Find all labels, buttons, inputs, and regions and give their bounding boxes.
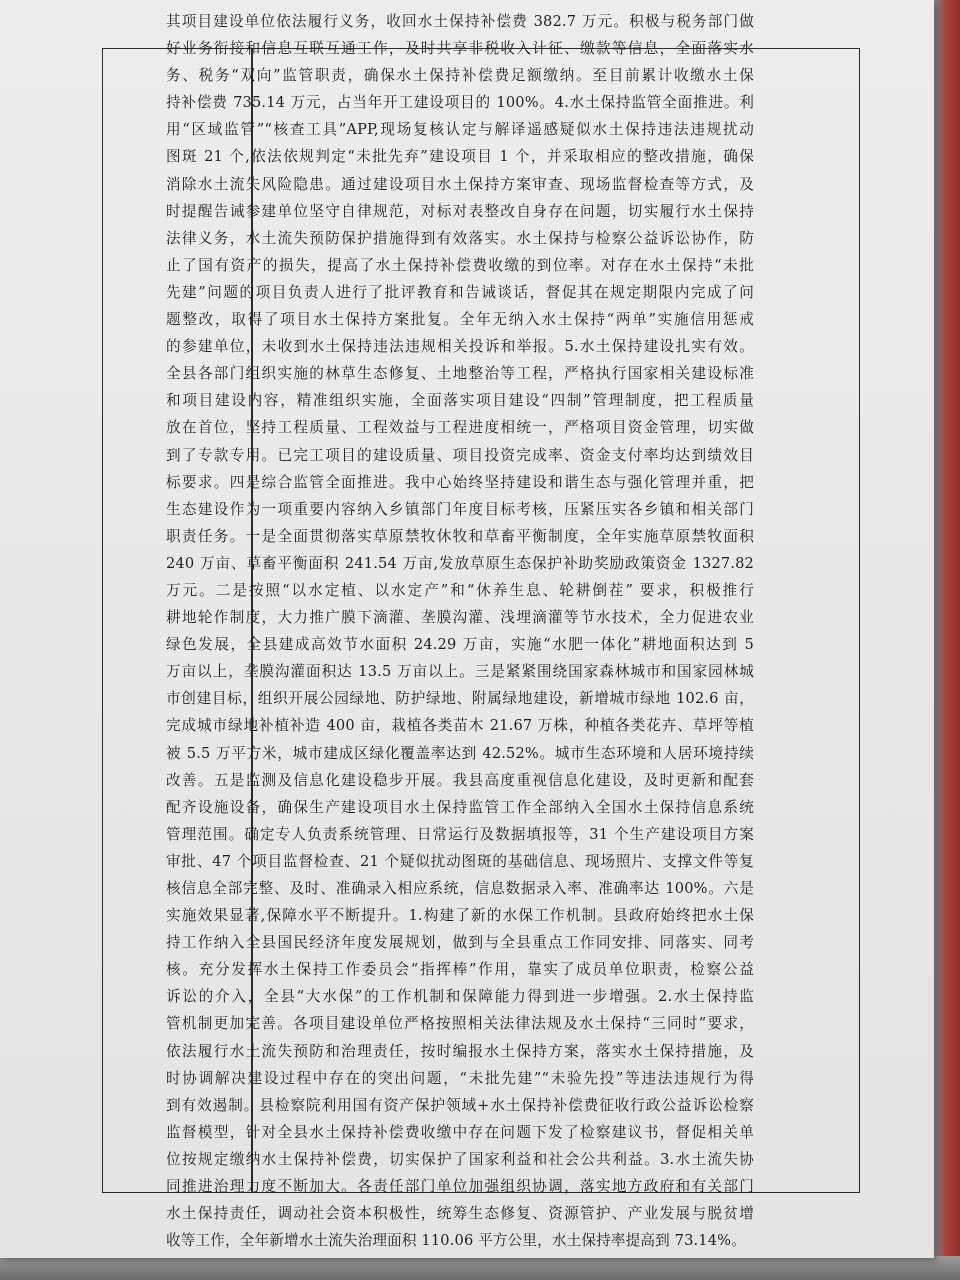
text-line: 核。充分发挥水土保持工作委员会“指挥棒”作用，靠实了成员单位职责，检察公益 (166, 961, 754, 979)
text-line: 绿色发展，全县建成高效节水面积 24.29 万亩，实施“水肥一体化”耕地面积达到 5 (166, 636, 754, 654)
text-line: 完成城市绿地补植补造 400 亩，栽植各类苗木 21.67 万株，种植各类花卉、草坪等植 (166, 717, 754, 735)
background-edge-right (934, 0, 960, 1280)
text-line: 的参建单位，未收到水土保持违法违规相关投诉和举报。5.水土保持建设扎实有效。 (166, 338, 754, 356)
text-line: 万亩以上，垄膜沟灌面积达 13.5 万亩以上。三是紧紧围绕国家森林城市和国家园林城 (166, 663, 754, 681)
text-line: 图斑 21 个,依法依规判定“未批先弃”建设项目 1 个，并采取相应的整改措施，确保 (166, 148, 754, 166)
text-line: 配齐设施设备，确保生产建设项目水土保持监管工作全部纳入全国水土保持信息系统 (166, 798, 754, 816)
text-line: 同推进治理力度不断加大。各责任部门单位加强组织协调，落实地方政府和有关部门 (166, 1178, 754, 1196)
background-edge-bottom (0, 1256, 960, 1280)
text-line: 位按规定缴纳水土保持补偿费，切实保护了国家利益和社会公共利益。3.水土流失协 (166, 1150, 754, 1168)
text-line: 监督模型，针对全县水土保持补偿费收缴中存在问题下发了检察建议书，督促相关单 (166, 1123, 754, 1141)
text-line: 到有效遏制。县检察院利用国有资产保护领域+水土保持补偿费征收行政公益诉讼检察 (166, 1096, 754, 1114)
text-line: 耕地轮作制度，大力推广膜下滴灌、垄膜沟灌、浅埋滴灌等节水技术，全力促进农业 (166, 609, 754, 627)
text-line: 市创建目标，组织开展公园绿地、防护绿地、附属绿地建设，新增城市绿地 102.6 亩， (166, 690, 754, 708)
text-line: 万元。二是按照“以水定植、以水定产”和“休养生息、轮耕倒茬” 要求，积极推行 (166, 581, 754, 599)
text-line: 全县各部门组织实施的林草生态修复、土地整治等工程，严格执行国家相关建设标准 (166, 365, 754, 383)
text-line: 诉讼的介入，全县“大水保”的工作机制和保障能力得到进一步增强。2.水土保持监 (166, 988, 754, 1006)
text-line: 生态建设作为一项重要内容纳入乡镇部门年度目标考核，压紧压实各乡镇和相关部门 (166, 500, 754, 518)
text-line: 务、税务“双向”监管职责，确保水土保持补偿费足额缴纳。至目前累计收缴水土保 (166, 67, 754, 85)
text-line: 240 万亩、草畜平衡面积 241.54 万亩,发放草原生态保护补助奖励政策资金 1327.82 (166, 554, 754, 572)
text-line: 核信息全部完整、及时、准确录入相应系统，信息数据录入率、准确率达 100%。六是 (166, 880, 754, 897)
text-line: 用“区域监管”“核查工具”APP,现场复核认定与解译遥感疑似水土保持违法违规扰动 (166, 121, 754, 139)
text-line: 改善。五是监测及信息化建设稳步开展。我县高度重视信息化建设，及时更新和配套 (166, 771, 754, 789)
text-line: 放在首位，坚持工程质量、工程效益与工程进度相统一，严格项目资金管理，切实做 (166, 419, 754, 437)
text-line: 审批、47 个项目监督检查、21 个疑似扰动图斑的基础信息、现场照片、支撑文件等复 (166, 852, 754, 870)
text-line: 其项目建设单位依法履行义务，收回水土保持补偿费 382.7 万元。积极与税务部门做 (166, 13, 754, 30)
text-line: 法律义务，水土流失预防保护措施得到有效落实。水土保持与检察公益诉讼协作，防 (166, 229, 754, 247)
text-line: 止了国有资产的损失，提高了水土保持补偿费收缴的到位率。对存在水土保持“未批 (166, 256, 754, 274)
text-line: 题整改，取得了项目水土保持方案批复。全年无纳入水土保持“两单”实施信用惩戒 (166, 311, 754, 329)
text-line: 实施效果显著,保障水平不断提升。1.构建了新的水保工作机制。县政府始终把水土保 (166, 907, 754, 925)
text-line: 依法履行水土流失预防和治理责任，按时编报水土保持方案，落实水土保持措施，及 (166, 1042, 754, 1060)
text-line: 和项目建设内容，精准组织实施，全面落实项目建设“四制”管理制度，把工程质量 (166, 392, 754, 410)
text-line: 被 5.5 万平方米，城市建成区绿化覆盖率达到 42.52%。城市生态环境和人居环境持续 (166, 744, 754, 762)
text-line: 到了专款专用。已完工项目的建设质量、项目投资完成率、资金支付率均达到绩效目 (166, 446, 754, 464)
text-line: 时协调解决建设过程中存在的突出问题，“未批先建”“未验先投”等违法违规行为得 (166, 1069, 754, 1087)
text-line: 标要求。四是综合监管全面推进。我中心始终坚持建设和谐生态与强化管理并重，把 (166, 473, 754, 491)
text-line: 好业务衔接和信息互联互通工作，及时共享非税收入计征、缴款等信息，全面落实水 (166, 40, 754, 58)
content-cell (166, 8, 754, 1254)
text-line: 消除水土流失风险隐患。通过建设项目水土保持方案审查、现场监督检查等方式，及 (166, 175, 754, 193)
text-line: 持补偿费 735.14 万元，占当年开工建设项目的 100%。4.水土保持监管全面推进。利 (166, 94, 754, 112)
text-line: 管理范围。确定专人负责系统管理、日常运行及数据填报等，31 个生产建设项目方案 (166, 825, 754, 843)
text-line: 收等工作，全年新增水土流失治理面积 110.06 平方公里，水土保持率提高到 73.14%。 (166, 1232, 746, 1250)
text-line: 持工作纳入全县国民经济年度发展规划，做到与全县重点工作同安排、同落实、同考 (166, 934, 754, 952)
text-line: 水土保持责任，调动社会资本积极性，统筹生态修复、资源管护、产业发展与脱贫增 (166, 1205, 754, 1223)
text-line: 管机制更加完善。各项目建设单位严格按照相关法律法规及水土保持“三同时”要求， (166, 1015, 754, 1033)
text-line: 职责任务。一是全面贯彻落实草原禁牧休牧和草畜平衡制度，全年实施草原禁牧面积 (166, 527, 754, 545)
text-line: 先建”问题的项目负责人进行了批评教育和告诫谈话，督促其在规定期限内完成了问 (166, 283, 754, 301)
text-line: 时提醒告诫参建单位坚守自律规范，对标对表整改自身存在问题，切实履行水土保持 (166, 202, 754, 220)
